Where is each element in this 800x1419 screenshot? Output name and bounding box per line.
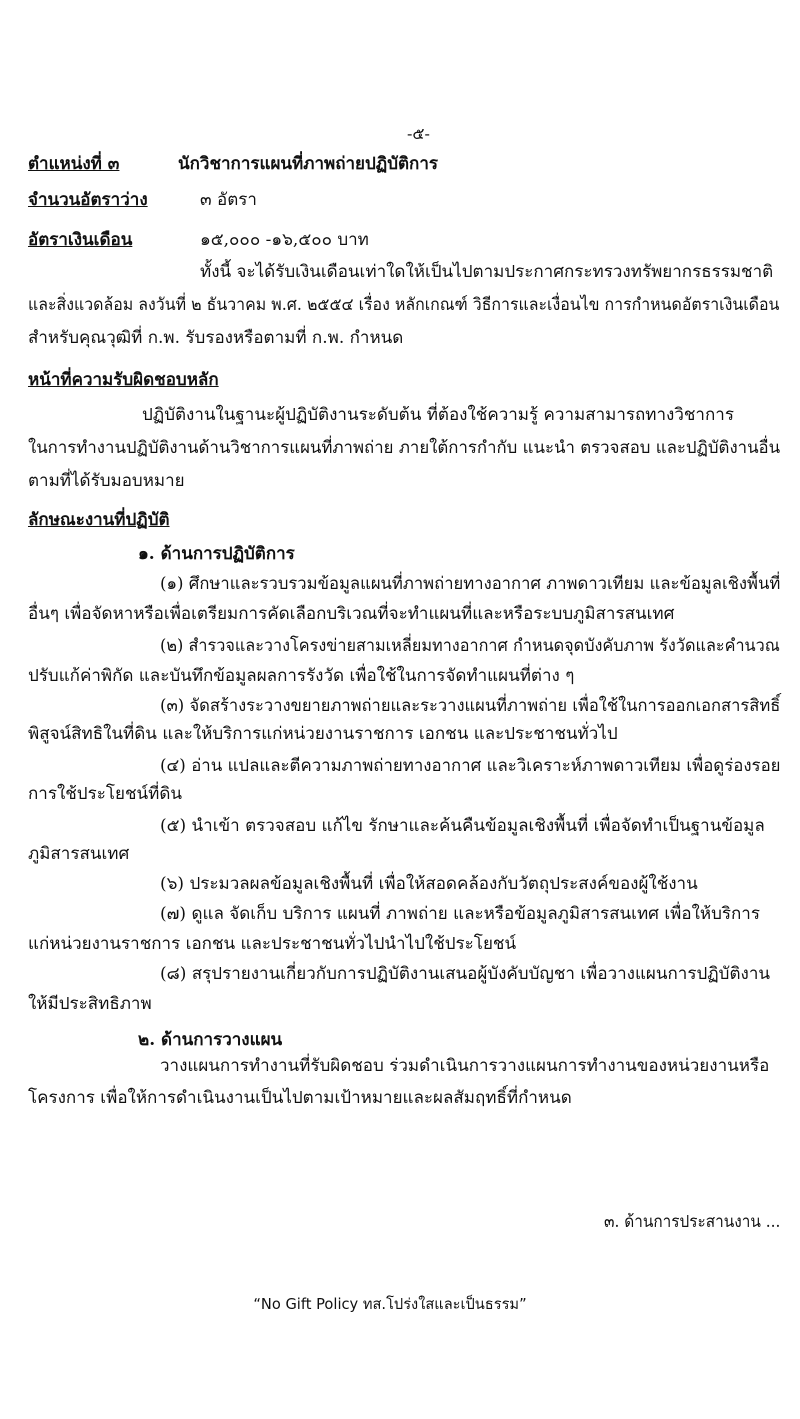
duty-item-line: (๖) ประมวลผลข้อมูลเชิงพื้นที่ เพื่อให้สอดคล้องกับวัตถุประสงค์ของผู้ใช้งาน (160, 874, 698, 894)
section-heading-main-duty: หน้าที่ความรับผิดชอบหลัก (28, 370, 219, 390)
vacancy-label: จำนวนอัตราว่าง (28, 190, 148, 210)
planning-line: วางแผนการทำงานที่รับผิดชอบ ร่วมดำเนินการวางแผนการทำงานของหน่วยงานหรือ (160, 1056, 770, 1076)
duty-item-line: (๓) จัดสร้างระวางขยายภาพถ่ายและระวางแผนที่ภาพถ่าย เพื่อใช้ในการออกเอกสารสิทธิ์ (160, 696, 781, 716)
duty-item-line: (๒) สำรวจและวางโครงข่ายสามเหลี่ยมทางอากาศ กำหนดจุดบังคับภาพ รังวัดและคำนวณ (160, 636, 780, 656)
duty-item-line: (๘) สรุปรายงานเกี่ยวกับการปฏิบัติงานเสนอผู้บังคับบัญชา เพื่อวางแผนการปฏิบัติงาน (160, 964, 770, 984)
salary-value: ๑๕,๐๐๐ -๑๖,๕๐๐ บาท (200, 230, 369, 250)
duty-item-line: (๑) ศึกษาและรวบรวมข้อมูลแผนที่ภาพถ่ายทางอากาศ ภาพดาวเทียม และข้อมูลเชิงพื้นที่ (160, 574, 781, 594)
section1-title: ๑. ด้านการปฏิบัติการ (138, 544, 295, 564)
position-title: นักวิชาการแผนที่ภาพถ่ายปฏิบัติการ (178, 154, 439, 174)
salary-note-line: สำหรับคุณวุฒิที่ ก.พ. รับรองหรือตามที่ ก.พ. กำหนด (28, 328, 404, 348)
position-label: ตำแหน่งที่ ๓ (28, 154, 120, 174)
duty-item-line: ภูมิสารสนเทศ (28, 844, 130, 864)
duty-item-line: (๗) ดูแล จัดเก็บ บริการ แผนที่ ภาพถ่าย และหรือข้อมูลภูมิสารสนเทศ เพื่อให้บริการ (160, 904, 760, 924)
duty-item-line: ให้มีประสิทธิภาพ (28, 994, 152, 1014)
salary-label: อัตราเงินเดือน (28, 230, 133, 250)
duty-item-line: (๕) นำเข้า ตรวจสอบ แก้ไข รักษาและค้นคืนข้อมูลเชิงพื้นที่ เพื่อจัดทำเป็นฐานข้อมูล (160, 816, 765, 836)
duty-item-line: อื่นๆ เพื่อจัดหาหรือเพื่อเตรียมการคัดเลือกบริเวณที่จะทำแผนที่และหรือระบบภูมิสารสนเทศ (28, 604, 675, 624)
main-duty-line: ปฏิบัติงานในฐานะผู้ปฏิบัติงานระดับต้น ที่ต้องใช้ความรู้ ความสามารถทางวิชาการ (142, 405, 734, 425)
duty-item-line: พิสูจน์สิทธิในที่ดิน และให้บริการแก่หน่วยงานราชการ เอกชน และประชาชนทั่วไป (28, 724, 618, 744)
continued-marker: ๓. ด้านการประสานงาน ... (604, 1212, 781, 1232)
page-number: -๕- (407, 124, 430, 143)
section-heading-work: ลักษณะงานที่ปฏิบัติ (28, 510, 170, 530)
main-duty-line: ตามที่ได้รับมอบหมาย (28, 471, 185, 491)
salary-note-line: และสิ่งแวดล้อม ลงวันที่ ๒ ธันวาคม พ.ศ. ๒๕๕๔ เรื่อง หลักเกณฑ์ วิธีการและเงื่อนไข การกำหนดอัตราเงินเดือน (28, 295, 780, 315)
salary-note-line: ทั้งนี้ จะได้รับเงินเดือนเท่าใดให้เป็นไปตามประกาศกระทรวงทรัพยากรธรรมชาติ (200, 262, 774, 282)
duty-item-line: ปรับแก้ค่าพิกัด และบันทึกข้อมูลผลการรังวัด เพื่อใช้ในการจัดทำแผนที่ต่าง ๆ (28, 666, 575, 686)
footer-policy: “No Gift Policy ทส.โปร่งใสและเป็นธรรม” (253, 1295, 527, 1313)
main-duty-line: ในการทำงานปฏิบัติงานด้านวิชาการแผนที่ภาพถ่าย ภายใต้การกำกับ แนะนำ ตรวจสอบ และปฏิบัติงานอื่น (28, 438, 781, 458)
section2-title: ๒. ด้านการวางแผน (138, 1030, 283, 1050)
duty-item-line: (๔) อ่าน แปลและตีความภาพถ่ายทางอากาศ และวิเคราะห์ภาพดาวเทียม เพื่อดูร่องรอย (160, 756, 781, 776)
duty-item-line: การใช้ประโยชน์ที่ดิน (28, 784, 182, 804)
planning-line: โครงการ เพื่อให้การดำเนินงานเป็นไปตามเป้าหมายและผลสัมฤทธิ์ที่กำหนด (28, 1088, 572, 1108)
vacancy-value: ๓ อัตรา (200, 190, 257, 210)
duty-item-line: แก่หน่วยงานราชการ เอกชน และประชาชนทั่วไปนำไปใช้ประโยชน์ (28, 934, 517, 954)
